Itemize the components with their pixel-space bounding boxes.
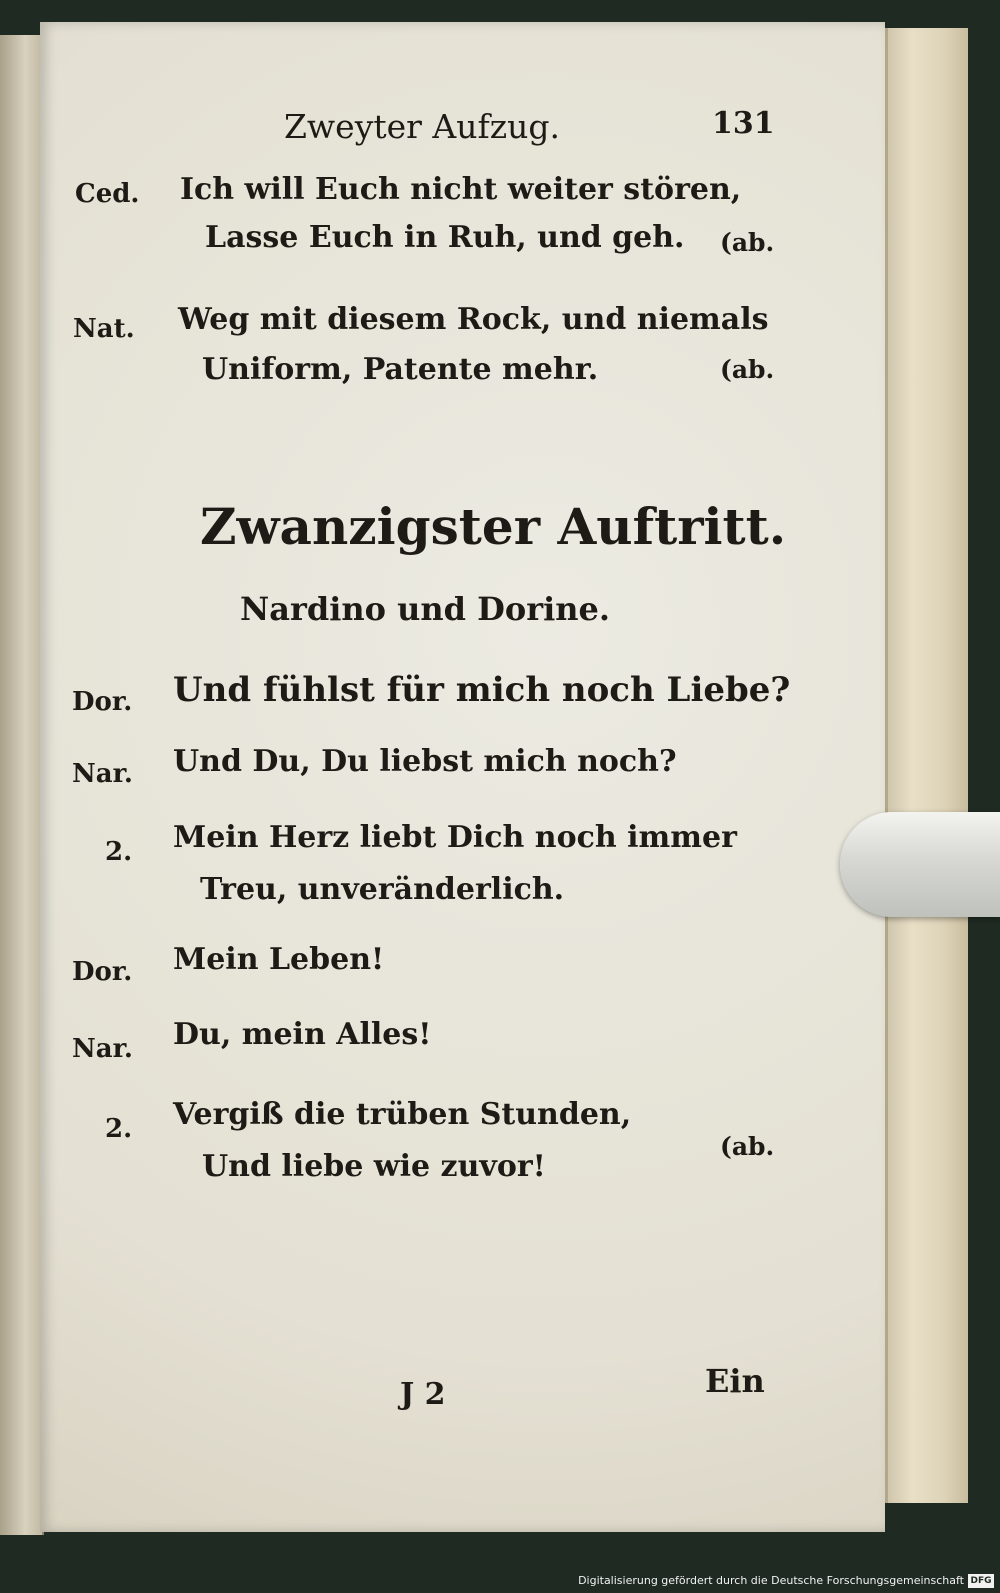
verse-line: Mein Herz liebt Dich noch immer [173, 820, 737, 855]
verse-line: Und fühlst für mich noch Liebe? [173, 670, 791, 710]
verse-line: Uniform, Patente mehr. [202, 352, 599, 387]
stage-direction: (ab. [720, 1132, 775, 1161]
book-page [40, 22, 885, 1532]
verse-line: Und liebe wie zuvor! [202, 1149, 546, 1184]
signature-mark: J 2 [400, 1377, 446, 1412]
speaker-label: Dor. [72, 687, 133, 717]
running-title: Zweyter Aufzug. [284, 107, 560, 146]
verse-line: Treu, unveränderlich. [200, 872, 565, 907]
speaker-label: Ced. [75, 179, 140, 209]
verse-line: Und Du, Du liebst mich noch? [173, 744, 677, 779]
speaker-label: 2. [105, 837, 133, 867]
verse-line: Lasse Euch in Ruh, und geh. [205, 220, 685, 255]
stage-direction: (ab. [720, 355, 775, 384]
verse-line: Weg mit diesem Rock, und niemals [178, 302, 769, 337]
stage-direction: (ab. [720, 228, 775, 257]
scene-characters: Nardino und Dorine. [240, 590, 611, 628]
catchword: Ein [705, 1362, 765, 1400]
speaker-label: 2. [105, 1114, 133, 1144]
page-stack-edge [885, 28, 968, 1503]
verse-line: Du, mein Alles! [173, 1017, 432, 1052]
verse-line: Ich will Euch nicht weiter stören, [180, 172, 742, 207]
speaker-label: Nar. [72, 1034, 133, 1064]
dfg-logo: DFG [968, 1574, 994, 1588]
verse-line: Mein Leben! [173, 942, 385, 977]
page-clip [840, 812, 1000, 917]
credit-text: Digitalisierung gefördert durch die Deutsche Forschungsgemeinschaft [578, 1574, 964, 1587]
facing-page-edge [0, 35, 44, 1535]
speaker-label: Nar. [72, 759, 133, 789]
scene-title: Zwanzigster Auftritt. [200, 497, 787, 556]
speaker-label: Nat. [73, 314, 135, 344]
verse-line: Vergiß die trüben Stunden, [173, 1097, 632, 1132]
speaker-label: Dor. [72, 957, 133, 987]
credit-bar [0, 1563, 1000, 1593]
page-number: 131 [712, 106, 775, 141]
